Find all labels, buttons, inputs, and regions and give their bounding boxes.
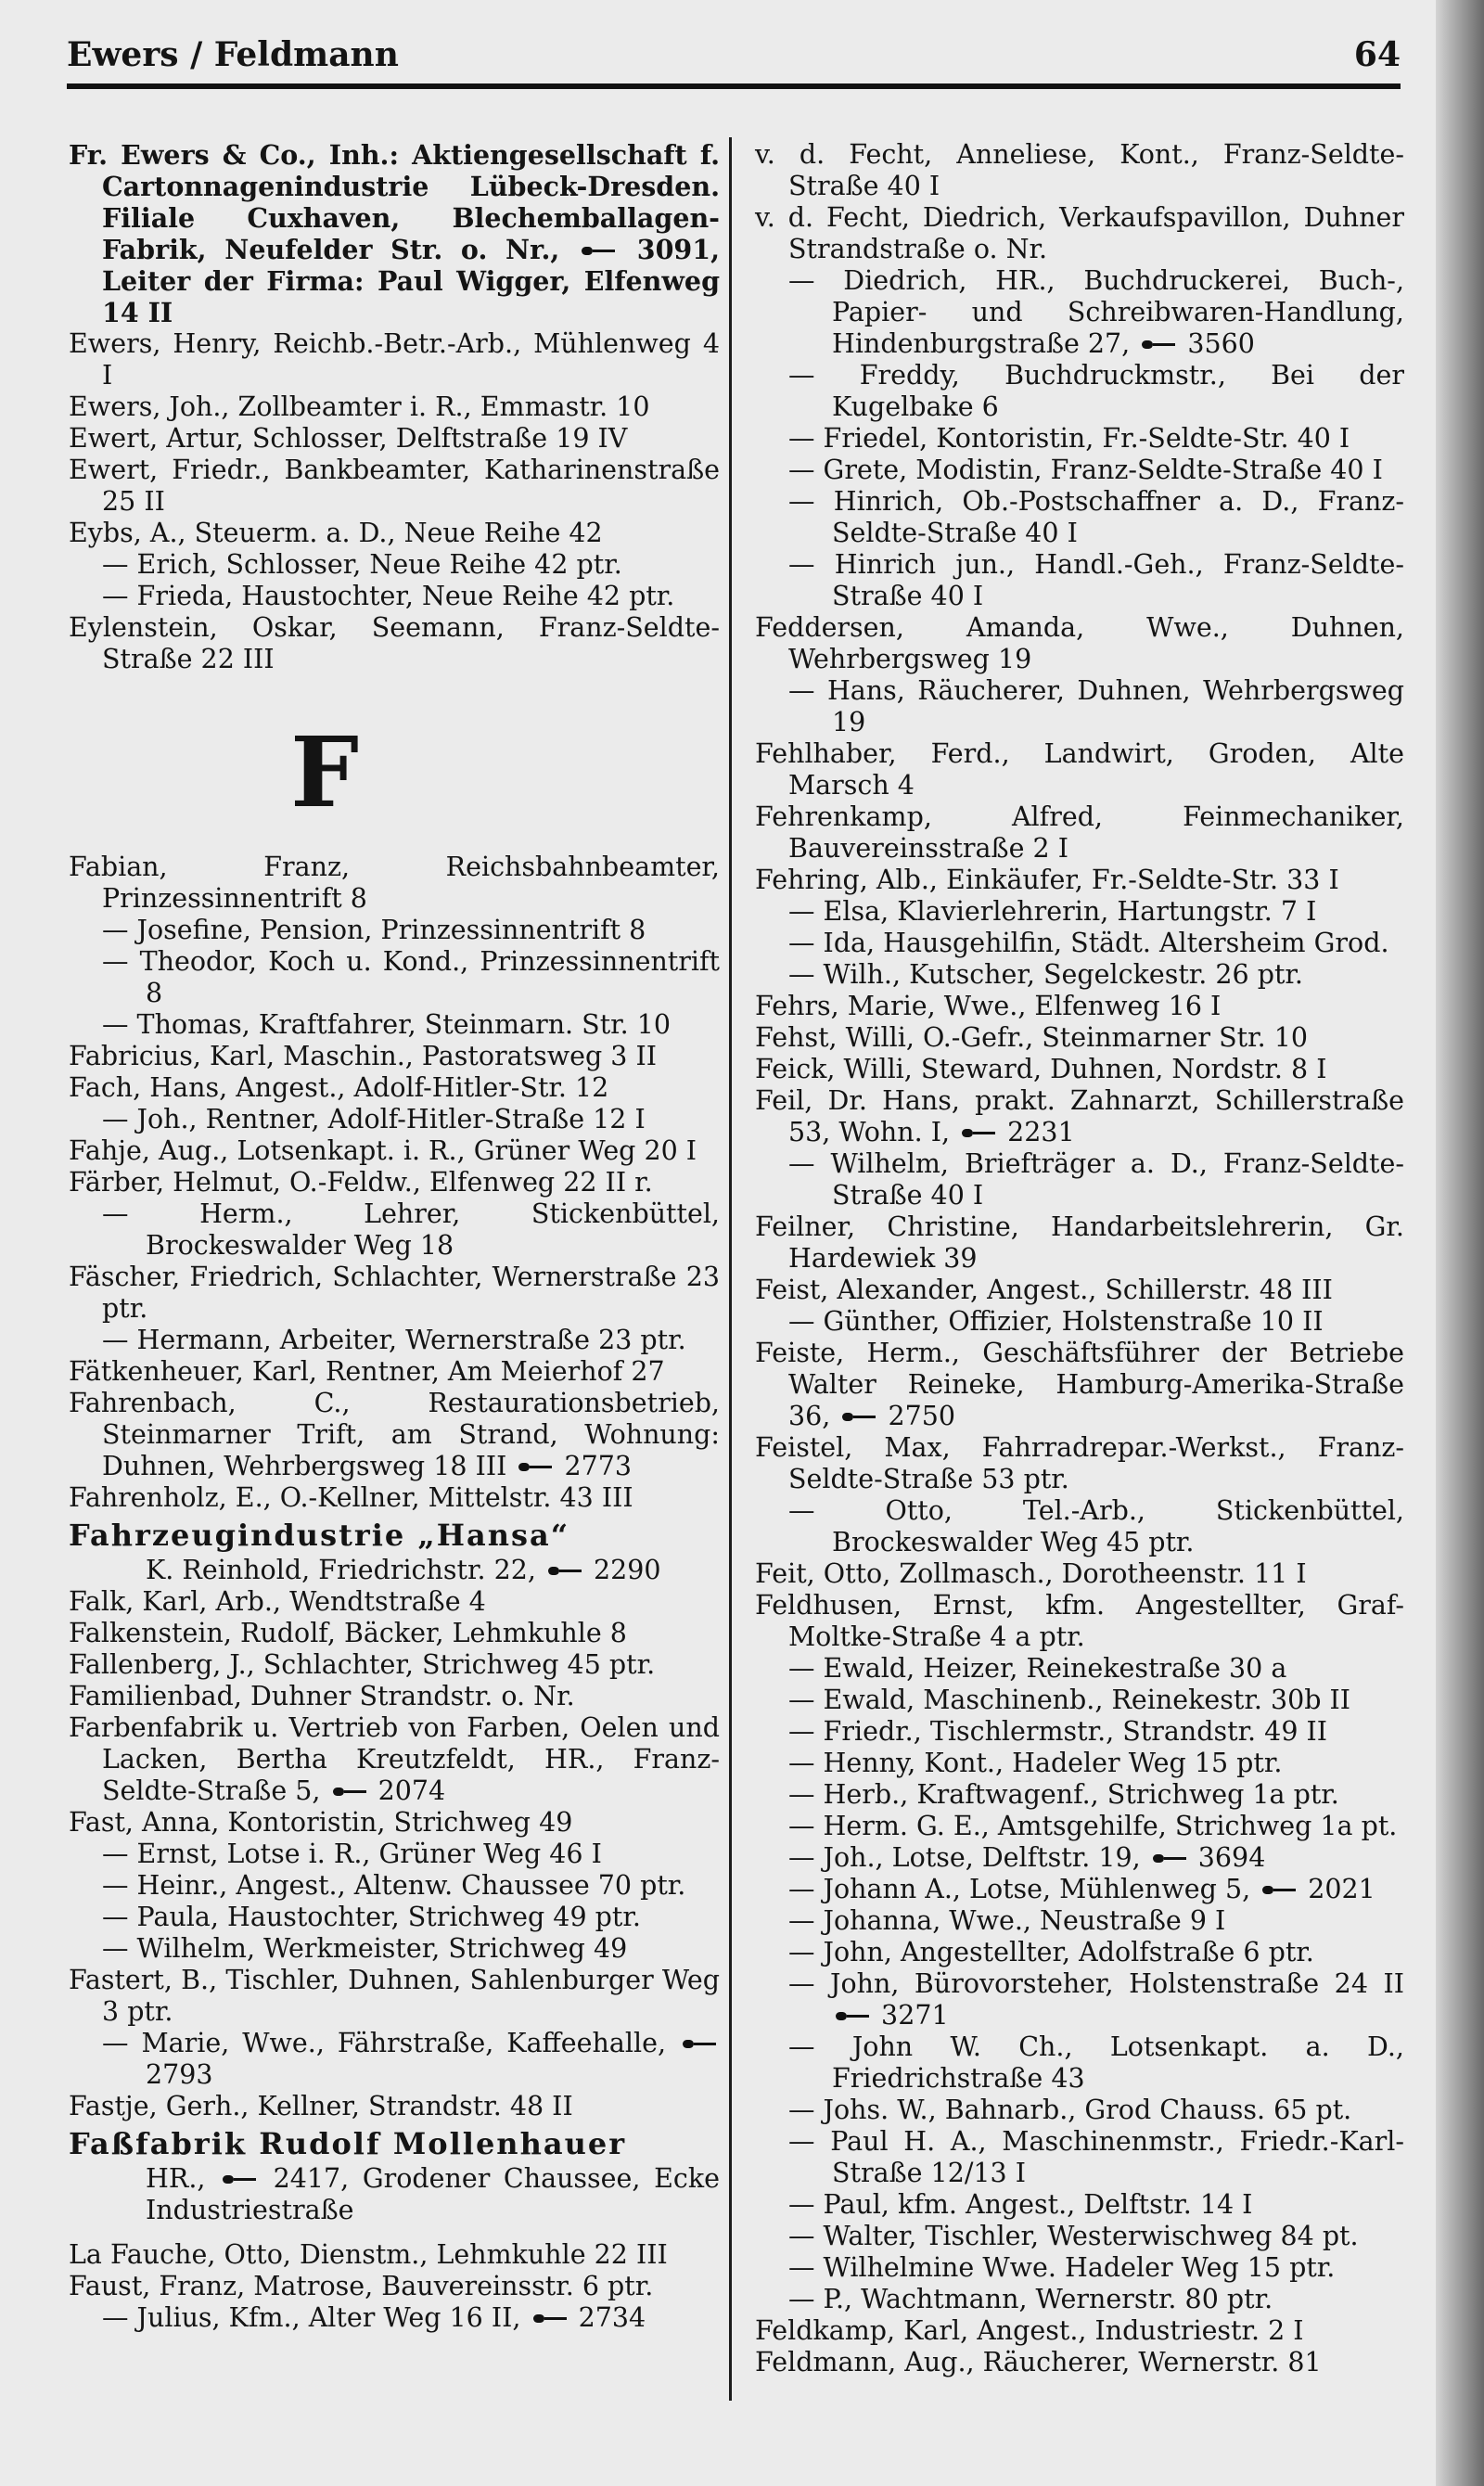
entry-text: — Ewald, Heizer, Reinekestraße 30 a bbox=[788, 1653, 1287, 1684]
entry-text: Feist, Alexander, Angest., Schillerstr. 48 III bbox=[755, 1275, 1333, 1305]
left-column bbox=[69, 139, 720, 2334]
entry-text: Fehlhaber, Ferd., Landwirt, Groden, Alte Marsch 4 bbox=[755, 738, 1404, 801]
entry-text: — Freddy, Buchdruckmstr., Bei der Kugelbake 6 bbox=[788, 360, 1404, 422]
directory-entry bbox=[69, 1965, 720, 2028]
entry-text: Fehrs, Marie, Wwe., Elfenweg 16 I bbox=[755, 991, 1222, 1021]
directory-entry bbox=[755, 801, 1404, 865]
section-letter: F bbox=[290, 715, 359, 829]
directory-entry bbox=[755, 1905, 1404, 1937]
entry-text: — Wilhelm, Briefträger a. D., Franz-Seldte-Straße 40 I bbox=[788, 1148, 1404, 1211]
directory-entry bbox=[755, 928, 1404, 959]
entry-text: — Josefine, Pension, Prinzessinnentrift 8 bbox=[102, 915, 646, 945]
entry-text: — Julius, Kfm., Alter Weg 16 II, bbox=[102, 2302, 530, 2333]
entry-text: — Günther, Offizier, Holstenstraße 10 II bbox=[788, 1306, 1324, 1337]
directory-entry bbox=[755, 738, 1404, 801]
entry-text: Ewert, Friedr., Bankbeamter, Katharinenstraße 25 II bbox=[69, 455, 720, 517]
directory-entry bbox=[755, 1685, 1404, 1716]
right-column bbox=[755, 139, 1404, 2378]
entry-text: — Paula, Haustochter, Strichweg 49 ptr. bbox=[102, 1902, 641, 1932]
directory-entry bbox=[69, 455, 720, 518]
directory-list-f3 bbox=[69, 2239, 720, 2334]
entry-text: Färber, Helmut, O.-Feldw., Elfenweg 22 II r. bbox=[69, 1167, 653, 1198]
entry-text: Feit, Otto, Zollmasch., Dorotheenstr. 11 I bbox=[755, 1558, 1307, 1589]
entry-text: Falkenstein, Rudolf, Bäcker, Lehmkuhle 8 bbox=[69, 1618, 627, 1648]
directory-entry bbox=[69, 1135, 720, 1167]
directory-entry bbox=[755, 865, 1404, 896]
directory-entry bbox=[755, 2347, 1404, 2378]
directory-entry bbox=[755, 896, 1404, 928]
entry-text: Feldkamp, Karl, Angest., Industriestr. 2 I bbox=[755, 2315, 1304, 2346]
entry-text: — Frieda, Haustochter, Neue Reihe 42 ptr. bbox=[102, 581, 675, 611]
entry-text: — Wilhelmine Wwe. Hadeler Weg 15 ptr. bbox=[788, 2252, 1336, 2283]
telephone-icon bbox=[1262, 1884, 1296, 1896]
entry-text: Fabian, Franz, Reichsbahnbeamter, Prinzessinnentrift 8 bbox=[69, 852, 720, 914]
entry-text: Ewert, Artur, Schlosser, Delftstraße 19 IV bbox=[69, 423, 628, 454]
entry-text: 2417, Grodener Chaussee, Ecke Industriestraße bbox=[146, 2163, 720, 2225]
page-header bbox=[67, 32, 1401, 89]
entry-text: — Herb., Kraftwagenf., Strichweg 1a ptr. bbox=[788, 1779, 1339, 1810]
entry-text: — Wilhelm, Werkmeister, Strichweg 49 bbox=[102, 1933, 628, 1964]
entry-text: Fehrenkamp, Alfred, Feinmechaniker, Bauvereinsstraße 2 I bbox=[755, 801, 1404, 864]
directory-list-f2 bbox=[69, 1586, 720, 2122]
directory-entry bbox=[69, 2028, 720, 2091]
directory-list-top bbox=[69, 139, 720, 675]
entry-text: — Hinrich jun., Handl.-Geh., Franz-Seldte-Straße 40 I bbox=[788, 549, 1404, 611]
page-edge-shadow bbox=[1436, 0, 1484, 2486]
directory-entry bbox=[69, 1807, 720, 1839]
directory-entry bbox=[755, 2252, 1404, 2284]
directory-entry bbox=[69, 423, 720, 455]
entry-text: — Paul, kfm. Angest., Delftstr. 14 I bbox=[788, 2189, 1253, 2220]
entry-text: 2231 bbox=[999, 1117, 1075, 1147]
spacer bbox=[69, 2226, 720, 2239]
directory-entry bbox=[69, 946, 720, 1009]
directory-entry bbox=[69, 1712, 720, 1807]
directory-entry bbox=[755, 675, 1404, 738]
entry-text: v. d. Fecht, Anneliese, Kont., Franz-Seldte-Straße 40 I bbox=[755, 139, 1404, 201]
telephone-icon bbox=[548, 1565, 582, 1577]
entry-text: — Marie, Wwe., Fährstraße, Kaffeehalle, bbox=[102, 2028, 679, 2058]
directory-entry bbox=[755, 360, 1404, 423]
entry-text: Feldhusen, Ernst, kfm. Angestellter, Graf-Moltke-Straße 4 a ptr. bbox=[755, 1590, 1404, 1652]
entry-text: Farbenfabrik u. Vertrieb von Farben, Oelen und Lacken, Bertha Kreutzfeldt, HR., Franz-Seldte-Straße 5, bbox=[69, 1712, 720, 1806]
entry-text: — Henny, Kont., Hadeler Weg 15 ptr. bbox=[788, 1748, 1283, 1778]
directory-entry bbox=[755, 2095, 1404, 2126]
directory-entry bbox=[69, 1072, 720, 1104]
entry-text: — Ida, Hausgehilfin, Städt. Altersheim Grod. bbox=[788, 928, 1389, 958]
directory-entry bbox=[69, 1586, 720, 1618]
directory-entry bbox=[755, 1811, 1404, 1842]
directory-entry bbox=[755, 2126, 1404, 2189]
entry-text: — Johann A., Lotse, Mühlenweg 5, bbox=[788, 1874, 1260, 1904]
directory-entry bbox=[755, 2284, 1404, 2315]
entry-text: HR., bbox=[146, 2163, 220, 2194]
entry-text: Fastert, B., Tischler, Duhnen, Sahlenburger Weg 3 ptr. bbox=[69, 1965, 720, 2027]
directory-entry bbox=[69, 2239, 720, 2271]
entry-text: Falk, Karl, Arb., Wendtstraße 4 bbox=[69, 1586, 486, 1617]
directory-entry bbox=[755, 959, 1404, 991]
entry-text: — John, Angestellter, Adolfstraße 6 ptr. bbox=[788, 1937, 1314, 1967]
entry-text: 2074 bbox=[369, 1775, 446, 1806]
entry-text: v. d. Fecht, Diedrich, Verkaufspavillon, Duhner Strandstraße o. Nr. bbox=[755, 202, 1404, 264]
entry-text: Fehst, Willi, O.-Gefr., Steinmarner Str. 10 bbox=[755, 1022, 1308, 1053]
directory-entry bbox=[755, 1306, 1404, 1338]
directory-entry bbox=[755, 2315, 1404, 2347]
entry-text: Faust, Franz, Matrose, Bauvereinsstr. 6 ptr. bbox=[69, 2271, 654, 2301]
directory-entry bbox=[755, 486, 1404, 549]
entry-text: — Joh., Rentner, Adolf-Hitler-Straße 12 I bbox=[102, 1104, 646, 1134]
telephone-icon bbox=[582, 245, 615, 257]
directory-entry bbox=[69, 1839, 720, 1870]
directory-entry bbox=[755, 1968, 1404, 2031]
directory-list-right bbox=[755, 139, 1404, 2378]
entry-text: — Joh., Lotse, Delftstr. 19, bbox=[788, 1842, 1149, 1873]
telephone-icon bbox=[533, 2313, 567, 2325]
entry-text: 3271 bbox=[873, 2000, 949, 2031]
entry-text: — Wilh., Kutscher, Segelckestr. 26 ptr. bbox=[788, 959, 1303, 990]
entry-text: — Johanna, Wwe., Neustraße 9 I bbox=[788, 1905, 1226, 1936]
directory-entry bbox=[69, 852, 720, 915]
directory-entry bbox=[69, 1009, 720, 1041]
entry-text: Feistel, Max, Fahrradrepar.-Werkst., Franz-Seldte-Straße 53 ptr. bbox=[755, 1432, 1404, 1494]
entry-text: — Theodor, Koch u. Kond., Prinzessinnentrift 8 bbox=[102, 946, 720, 1008]
directory-entry bbox=[755, 1432, 1404, 1495]
entry-text: 3091, Leiter der Firma: Paul Wigger, Elfenweg 14 II bbox=[102, 234, 721, 328]
entry-text: Feil, Dr. Hans, prakt. Zahnarzt, Schillerstraße 53, Wohn. I, bbox=[755, 1085, 1404, 1147]
telephone-icon bbox=[962, 1127, 995, 1139]
directory-entry bbox=[755, 1842, 1404, 1874]
entry-text: — Elsa, Klavierlehrerin, Hartungstr. 7 I bbox=[788, 896, 1317, 927]
directory-entry bbox=[755, 549, 1404, 612]
directory-entry bbox=[69, 1681, 720, 1712]
entry-text: Feilner, Christine, Handarbeitslehrerin, Gr. Hardewiek 39 bbox=[755, 1211, 1404, 1274]
directory-entry bbox=[755, 265, 1404, 360]
directory-entry bbox=[755, 202, 1404, 265]
telephone-icon bbox=[333, 1786, 366, 1798]
entry-text: Fahje, Aug., Lotsenkapt. i. R., Grüner Weg 20 I bbox=[69, 1135, 697, 1166]
directory-entry bbox=[69, 391, 720, 423]
entry-text: Fätkenheuer, Karl, Rentner, Am Meierhof 27 bbox=[69, 1356, 665, 1387]
directory-entry bbox=[69, 2271, 720, 2302]
column-divider bbox=[729, 137, 732, 2401]
directory-entry bbox=[755, 1779, 1404, 1811]
entry-text: — Otto, Tel.-Arb., Stickenbüttel, Brockeswalder Weg 45 ptr. bbox=[788, 1495, 1404, 1557]
entry-text: 3560 bbox=[1179, 328, 1255, 359]
firm-mollenhauer-name: Faßfabrik Rudolf Mollenhauer bbox=[69, 2126, 627, 2161]
directory-entry bbox=[755, 455, 1404, 486]
entry-text: — Hinrich, Ob.-Postschaffner a. D., Franz-Seldte-Straße 40 I bbox=[788, 486, 1404, 548]
entry-text: Ewers, Henry, Reichb.-Betr.-Arb., Mühlenweg 4 I bbox=[69, 328, 720, 391]
directory-entry bbox=[755, 1558, 1404, 1590]
entry-text: Feddersen, Amanda, Wwe., Duhnen, Wehrbergsweg 19 bbox=[755, 612, 1404, 674]
entry-text: Eylenstein, Oskar, Seemann, Franz-Seldte-Straße 22 III bbox=[69, 612, 720, 674]
entry-text: — Herm. G. E., Amtsgehilfe, Strichweg 1a pt. bbox=[788, 1811, 1398, 1841]
directory-entry bbox=[755, 991, 1404, 1022]
directory-entry bbox=[69, 2091, 720, 2122]
entry-text: — Herm., Lehrer, Stickenbüttel, Brockeswalder Weg 18 bbox=[102, 1198, 720, 1261]
entry-text: — Hermann, Arbeiter, Wernerstraße 23 ptr. bbox=[102, 1325, 686, 1355]
directory-entry bbox=[755, 1085, 1404, 1148]
entry-text: — Thomas, Kraftfahrer, Steinmarn. Str. 10 bbox=[102, 1009, 672, 1040]
entry-text: 2793 bbox=[146, 2059, 213, 2090]
entry-text: Fach, Hans, Angest., Adolf-Hitler-Str. 12 bbox=[69, 1072, 609, 1103]
entry-text: — Ernst, Lotse i. R., Grüner Weg 46 I bbox=[102, 1839, 602, 1869]
telephone-icon bbox=[1153, 1852, 1186, 1864]
directory-entry bbox=[69, 518, 720, 549]
entry-text: Eybs, A., Steuerm. a. D., Neue Reihe 42 bbox=[69, 518, 603, 548]
directory-entry bbox=[755, 1937, 1404, 1968]
directory-entry bbox=[69, 1933, 720, 1965]
entry-text: Feldmann, Aug., Räucherer, Wernerstr. 81 bbox=[755, 2347, 1322, 2377]
entry-text: La Fauche, Otto, Dienstm., Lehmkuhle 22 III bbox=[69, 2239, 668, 2270]
firm-hansa-name: Fahrzeugindustrie „Hansa“ bbox=[69, 1518, 570, 1553]
directory-entry bbox=[69, 1325, 720, 1356]
entry-text: 2773 bbox=[556, 1451, 632, 1481]
directory-entry bbox=[755, 1653, 1404, 1685]
directory-entry bbox=[755, 1495, 1404, 1558]
directory-entry bbox=[755, 1716, 1404, 1748]
directory-entry bbox=[755, 1748, 1404, 1779]
directory-entry bbox=[755, 1148, 1404, 1211]
entry-text: — Grete, Modistin, Franz-Seldte-Straße 40 I bbox=[788, 455, 1383, 485]
directory-entry bbox=[69, 1482, 720, 1514]
entry-text: Familienbad, Duhner Strandstr. o. Nr. bbox=[69, 1681, 575, 1711]
directory-entry bbox=[69, 1262, 720, 1325]
entry-text: 3694 bbox=[1189, 1842, 1266, 1873]
entry-text: — Paul H. A., Maschinenmstr., Friedr.-Karl-Straße 12/13 I bbox=[788, 2126, 1404, 2188]
directory-entry bbox=[69, 1388, 720, 1482]
directory-entry bbox=[755, 1022, 1404, 1054]
telephone-icon bbox=[518, 1461, 552, 1473]
directory-entry bbox=[69, 1167, 720, 1198]
directory-entry bbox=[69, 328, 720, 391]
entry-text: Fastje, Gerh., Kellner, Strandstr. 48 II bbox=[69, 2091, 573, 2121]
directory-entry bbox=[755, 1275, 1404, 1306]
entry-text: 2290 bbox=[584, 1555, 661, 1585]
entry-text: — John W. Ch., Lotsenkapt. a. D., Friedrichstraße 43 bbox=[788, 2031, 1404, 2094]
entry-text: Fast, Anna, Kontoristin, Strichweg 49 bbox=[69, 1807, 573, 1838]
entry-text: — P., Wachtmann, Wernerstr. 80 ptr. bbox=[788, 2284, 1273, 2314]
entry-text: 2734 bbox=[569, 2302, 646, 2333]
entry-text: Fahrenbach, C., Restaurationsbetrieb, Steinmarner Trift, am Strand, Wohnung: Duhnen, Wehrbergsweg 18 III bbox=[69, 1388, 720, 1481]
directory-entry bbox=[69, 1870, 720, 1902]
directory-entry bbox=[755, 2031, 1404, 2095]
directory-entry bbox=[69, 915, 720, 946]
entry-text: 2750 bbox=[879, 1401, 955, 1431]
entry-text: Fahrenholz, E., O.-Kellner, Mittelstr. 43 III bbox=[69, 1482, 633, 1513]
directory-entry bbox=[69, 1618, 720, 1649]
firm-mollenhauer-details bbox=[69, 2163, 720, 2226]
directory-entry bbox=[69, 581, 720, 612]
telephone-icon bbox=[1142, 339, 1175, 351]
entry-text: K. Reinhold, Friedrichstr. 22, bbox=[146, 1555, 544, 1585]
directory-entry bbox=[755, 1338, 1404, 1432]
directory-entry bbox=[755, 1590, 1404, 1653]
entry-text: Ewers, Joh., Zollbeamter i. R., Emmastr. 10 bbox=[69, 391, 650, 422]
directory-list-f1 bbox=[69, 852, 720, 1514]
directory-entry bbox=[69, 2302, 720, 2334]
entry-text: Fäscher, Friedrich, Schlachter, Wernerstraße 23 ptr. bbox=[69, 1262, 720, 1324]
entry-text: — Erich, Schlosser, Neue Reihe 42 ptr. bbox=[102, 549, 622, 580]
directory-entry bbox=[69, 139, 720, 328]
entry-text: — Johs. W., Bahnarb., Grod Chauss. 65 pt. bbox=[788, 2095, 1352, 2125]
directory-entry bbox=[69, 612, 720, 675]
entry-text: — Hans, Räucherer, Duhnen, Wehrbergsweg 19 bbox=[788, 675, 1404, 737]
directory-entry bbox=[69, 1104, 720, 1135]
directory-entry bbox=[755, 612, 1404, 675]
directory-entry bbox=[755, 423, 1404, 455]
directory-entry bbox=[69, 549, 720, 581]
telephone-icon bbox=[683, 2038, 716, 2050]
directory-entry bbox=[755, 139, 1404, 202]
entry-text: 2021 bbox=[1299, 1874, 1375, 1904]
entry-text: — Heinr., Angest., Altenw. Chaussee 70 ptr. bbox=[102, 1870, 686, 1901]
entry-text: — Friedr., Tischlermstr., Strandstr. 49 II bbox=[788, 1716, 1328, 1747]
entry-text: — Diedrich, HR., Buchdruckerei, Buch-, Papier- und Schreibwaren-Handlung, Hindenburgstraße 27, bbox=[788, 265, 1404, 359]
directory-entry bbox=[69, 1041, 720, 1072]
directory-entry bbox=[69, 1198, 720, 1262]
directory-entry bbox=[755, 2189, 1404, 2221]
telephone-icon bbox=[842, 1411, 876, 1423]
directory-entry bbox=[69, 1356, 720, 1388]
running-title: Ewers / Feldmann bbox=[67, 35, 399, 74]
entry-text: — Friedel, Kontoristin, Fr.-Seldte-Str. 40 I bbox=[788, 423, 1350, 454]
telephone-icon bbox=[836, 2010, 869, 2022]
directory-entry bbox=[755, 1054, 1404, 1085]
telephone-icon bbox=[223, 2173, 256, 2185]
directory-entry bbox=[755, 2221, 1404, 2252]
directory-entry bbox=[755, 1211, 1404, 1275]
entry-text: Fr. Ewers & Co., Inh.: Aktiengesellschaft f. Cartonnagenindustrie Lübeck-Dresden. Filiale Cuxhaven, Blechemballagen-Fabrik, Neufelder Str. o. Nr., bbox=[69, 139, 720, 265]
entry-text: Fallenberg, J., Schlachter, Strichweg 45 ptr. bbox=[69, 1649, 656, 1680]
page-number: 64 bbox=[1353, 35, 1401, 74]
firm-hansa-details bbox=[69, 1555, 720, 1586]
entry-text: Feick, Willi, Steward, Duhnen, Nordstr. 8 I bbox=[755, 1054, 1327, 1084]
directory-entry bbox=[69, 1902, 720, 1933]
entry-text: — Walter, Tischler, Westerwischweg 84 pt. bbox=[788, 2221, 1359, 2251]
directory-entry bbox=[69, 1649, 720, 1681]
entry-text: — Ewald, Maschinenb., Reinekestr. 30b II bbox=[788, 1685, 1351, 1715]
directory-entry bbox=[755, 1874, 1404, 1905]
entry-text: — John, Bürovorsteher, Holstenstraße 24 II bbox=[788, 1968, 1404, 1999]
entry-text: Feiste, Herm., Geschäftsführer der Betriebe Walter Reineke, Hamburg-Amerika-Straße 36, bbox=[755, 1338, 1404, 1431]
entry-text: Fabricius, Karl, Maschin., Pastoratsweg 3 II bbox=[69, 1041, 657, 1071]
entry-text: Fehring, Alb., Einkäufer, Fr.-Seldte-Str. 33 I bbox=[755, 865, 1339, 895]
